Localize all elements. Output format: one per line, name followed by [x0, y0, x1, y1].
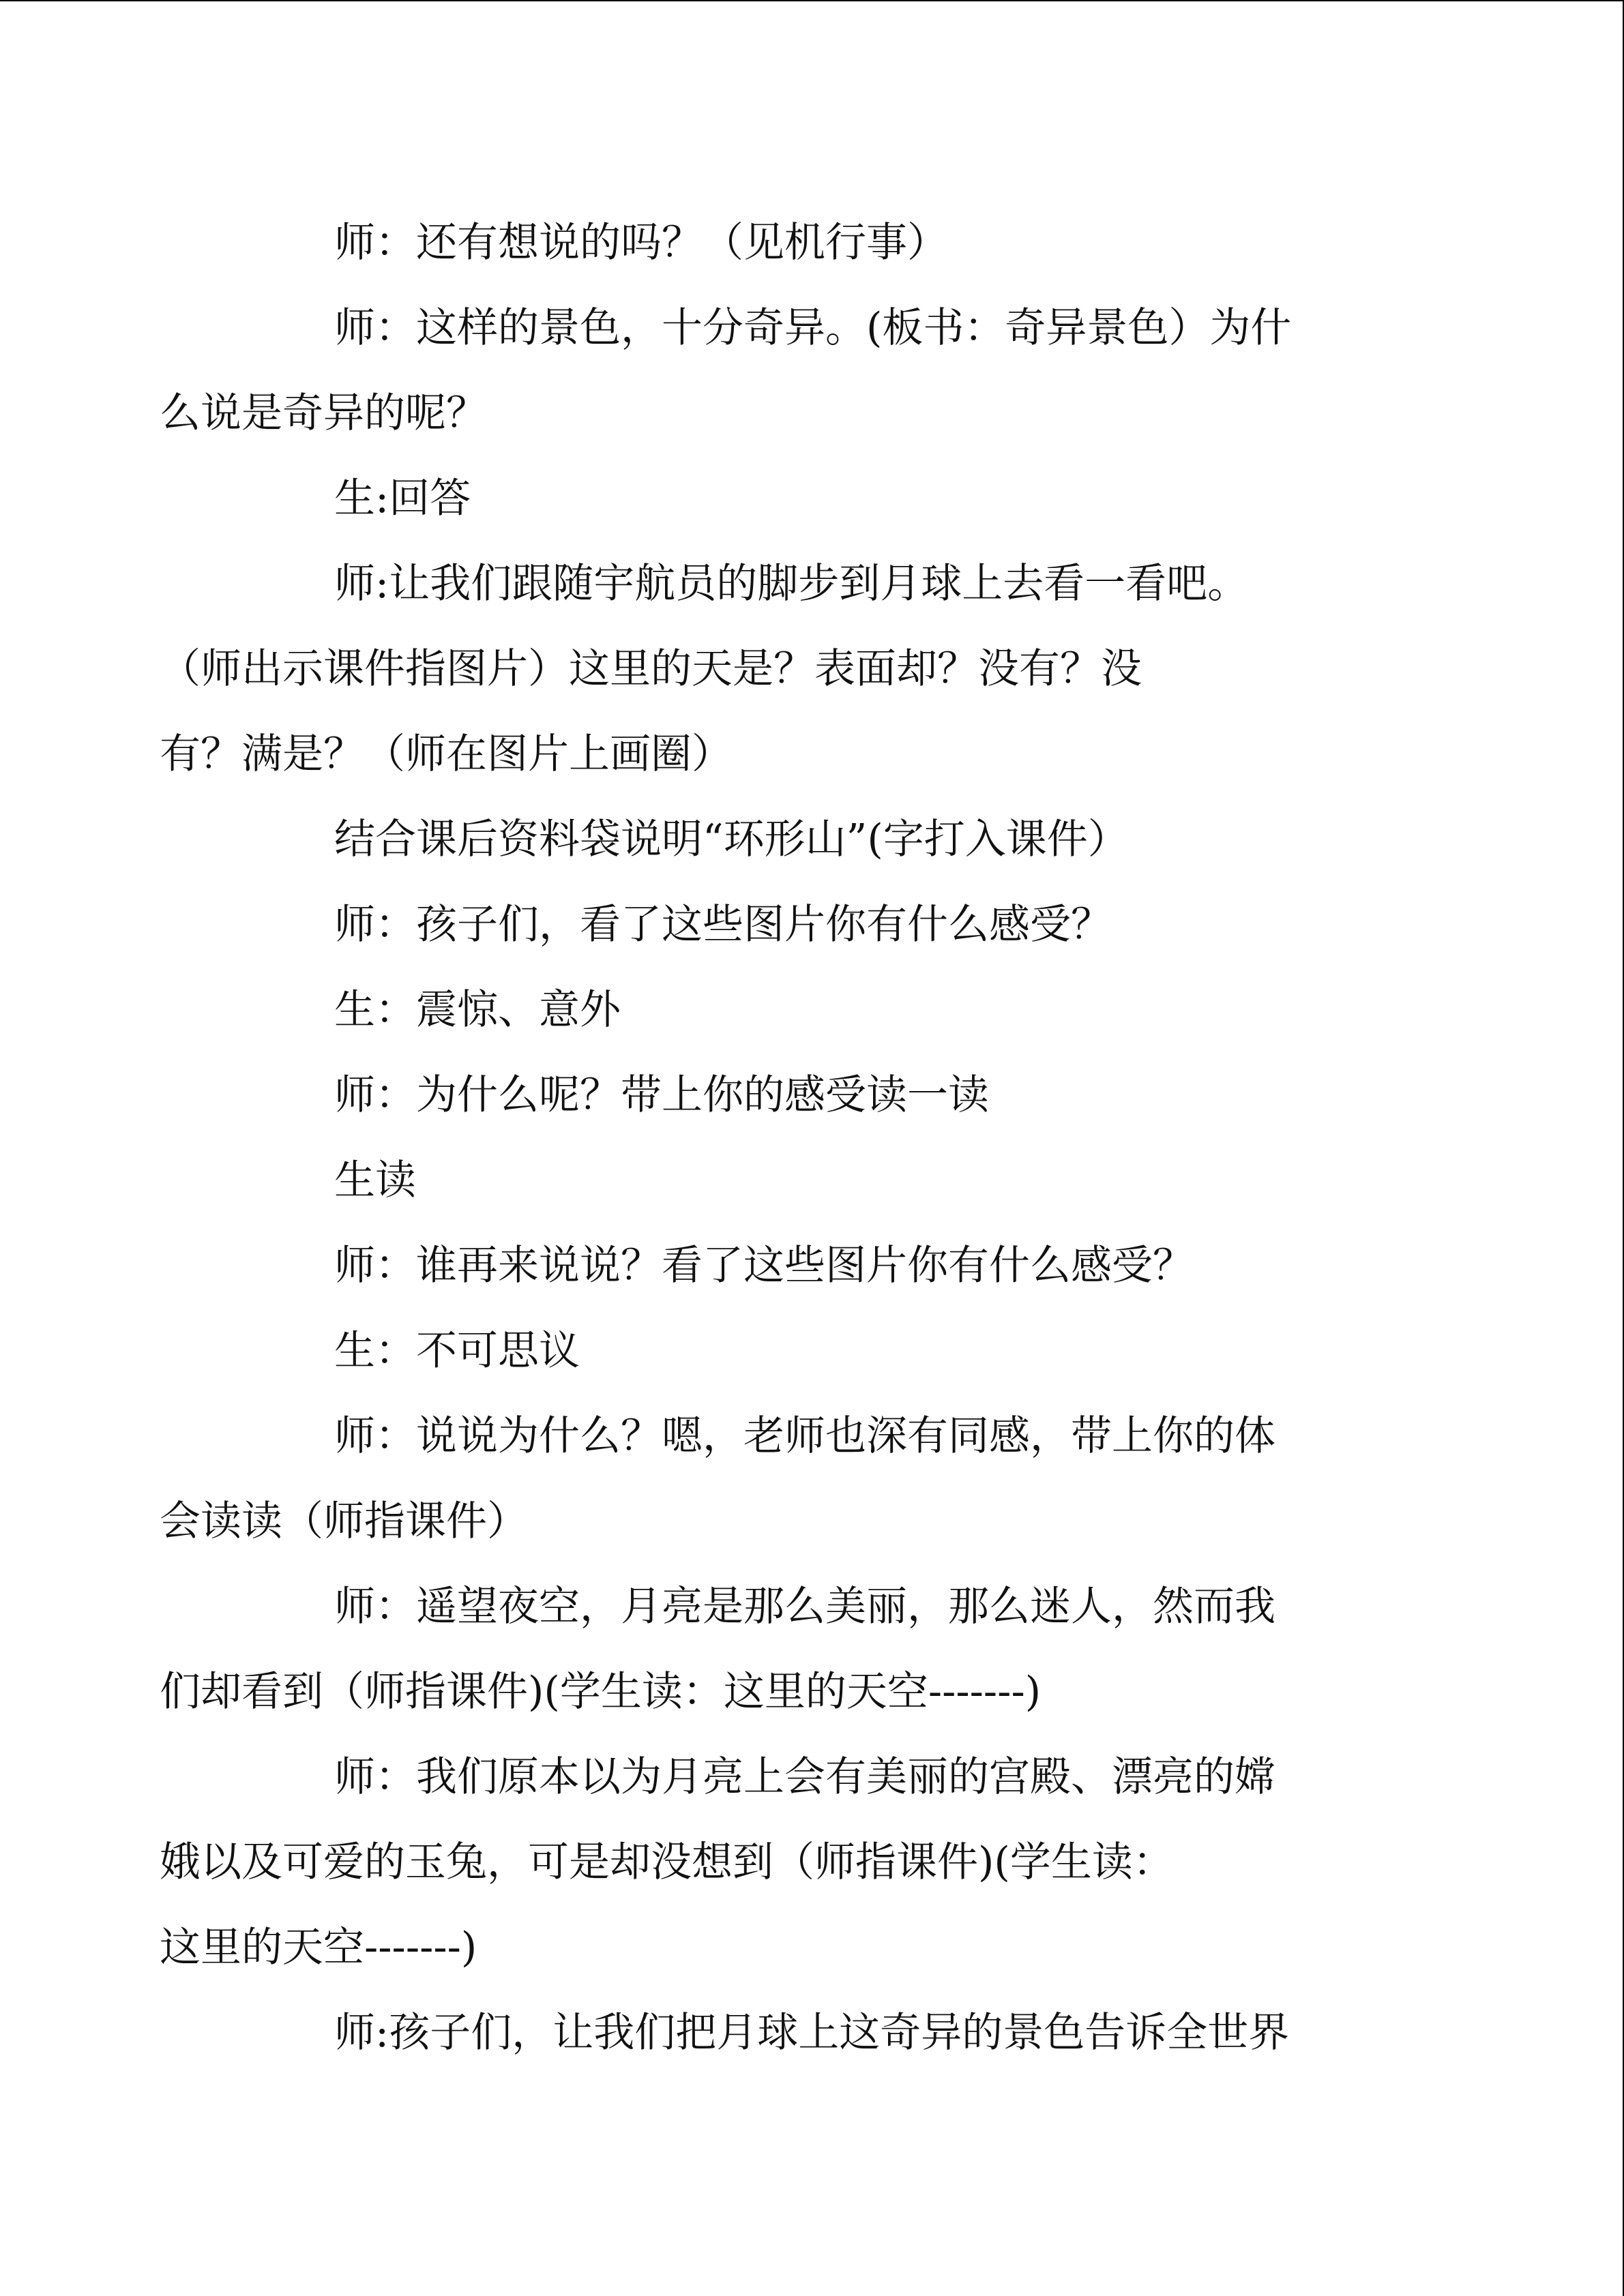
paragraph	[247, 797, 1379, 882]
paragraph	[247, 1053, 1379, 1138]
text-line: 师:让我们跟随宇航员的脚步到月球上去看一看吧。	[334, 560, 1249, 608]
text-line: 师：还有想说的吗？（见机行事）	[334, 219, 948, 267]
text-line: 有？满是？（师在图片上画圈）	[160, 730, 733, 778]
paragraph	[160, 1394, 1379, 1564]
text-line: 师：孩子们，看了这些图片你有什么感受？	[334, 901, 1112, 949]
text-line: （师出示课件指图片）这里的天是？表面却？没有？没	[160, 645, 1142, 693]
text-line: 这里的天空-------)	[160, 1924, 477, 1971]
paragraph	[247, 1223, 1379, 1309]
text-line: 生读	[334, 1157, 416, 1204]
text-line: 师：这样的景色，十分奇异。(板书：奇异景色）为什	[334, 304, 1292, 352]
paragraph	[247, 456, 1379, 541]
paragraph	[247, 882, 1379, 968]
text-line: 么说是奇异的呢？	[160, 389, 487, 437]
paragraph	[160, 1735, 1379, 1991]
text-line: 师：遥望夜空，月亮是那么美丽，那么迷人，然而我	[334, 1583, 1275, 1630]
paragraph	[247, 200, 1379, 286]
text-line: 师：说说为什么？嗯，老师也深有同感，带上你的体	[334, 1412, 1275, 1460]
text-line: 师：我们原本以为月亮上会有美丽的宫殿、漂亮的嫦	[334, 1753, 1275, 1801]
paragraph	[247, 968, 1379, 1053]
paragraph	[160, 286, 1379, 456]
text-line: 师：为什么呢？带上你的感受读一读	[334, 1071, 989, 1119]
text-line: 会读读（师指课件）	[160, 1497, 528, 1545]
paragraph	[247, 1991, 1379, 2076]
paragraph	[160, 541, 1379, 797]
text-line: 娥以及可爱的玉兔，可是却没想到（师指课件)(学生读：	[160, 1838, 1174, 1886]
text-line: 生:回答	[334, 475, 471, 522]
text-line: 师：谁再来说说？看了这些图片你有什么感受？	[334, 1242, 1194, 1289]
text-line: 结合课后资料袋说明“环形山”(字打入课件）	[334, 816, 1129, 863]
paragraph	[247, 1309, 1379, 1394]
paragraph	[160, 1564, 1379, 1735]
text-line: 生：不可思议	[334, 1327, 580, 1375]
paragraph	[247, 1138, 1379, 1223]
document-body	[160, 200, 1379, 2076]
text-line: 生：震惊、意外	[334, 986, 621, 1034]
text-line: 师:孩子们，让我们把月球上这奇异的景色告诉全世界	[334, 2009, 1290, 2057]
text-line: 们却看到（师指课件)(学生读：这里的天空-------)	[160, 1668, 1042, 1716]
